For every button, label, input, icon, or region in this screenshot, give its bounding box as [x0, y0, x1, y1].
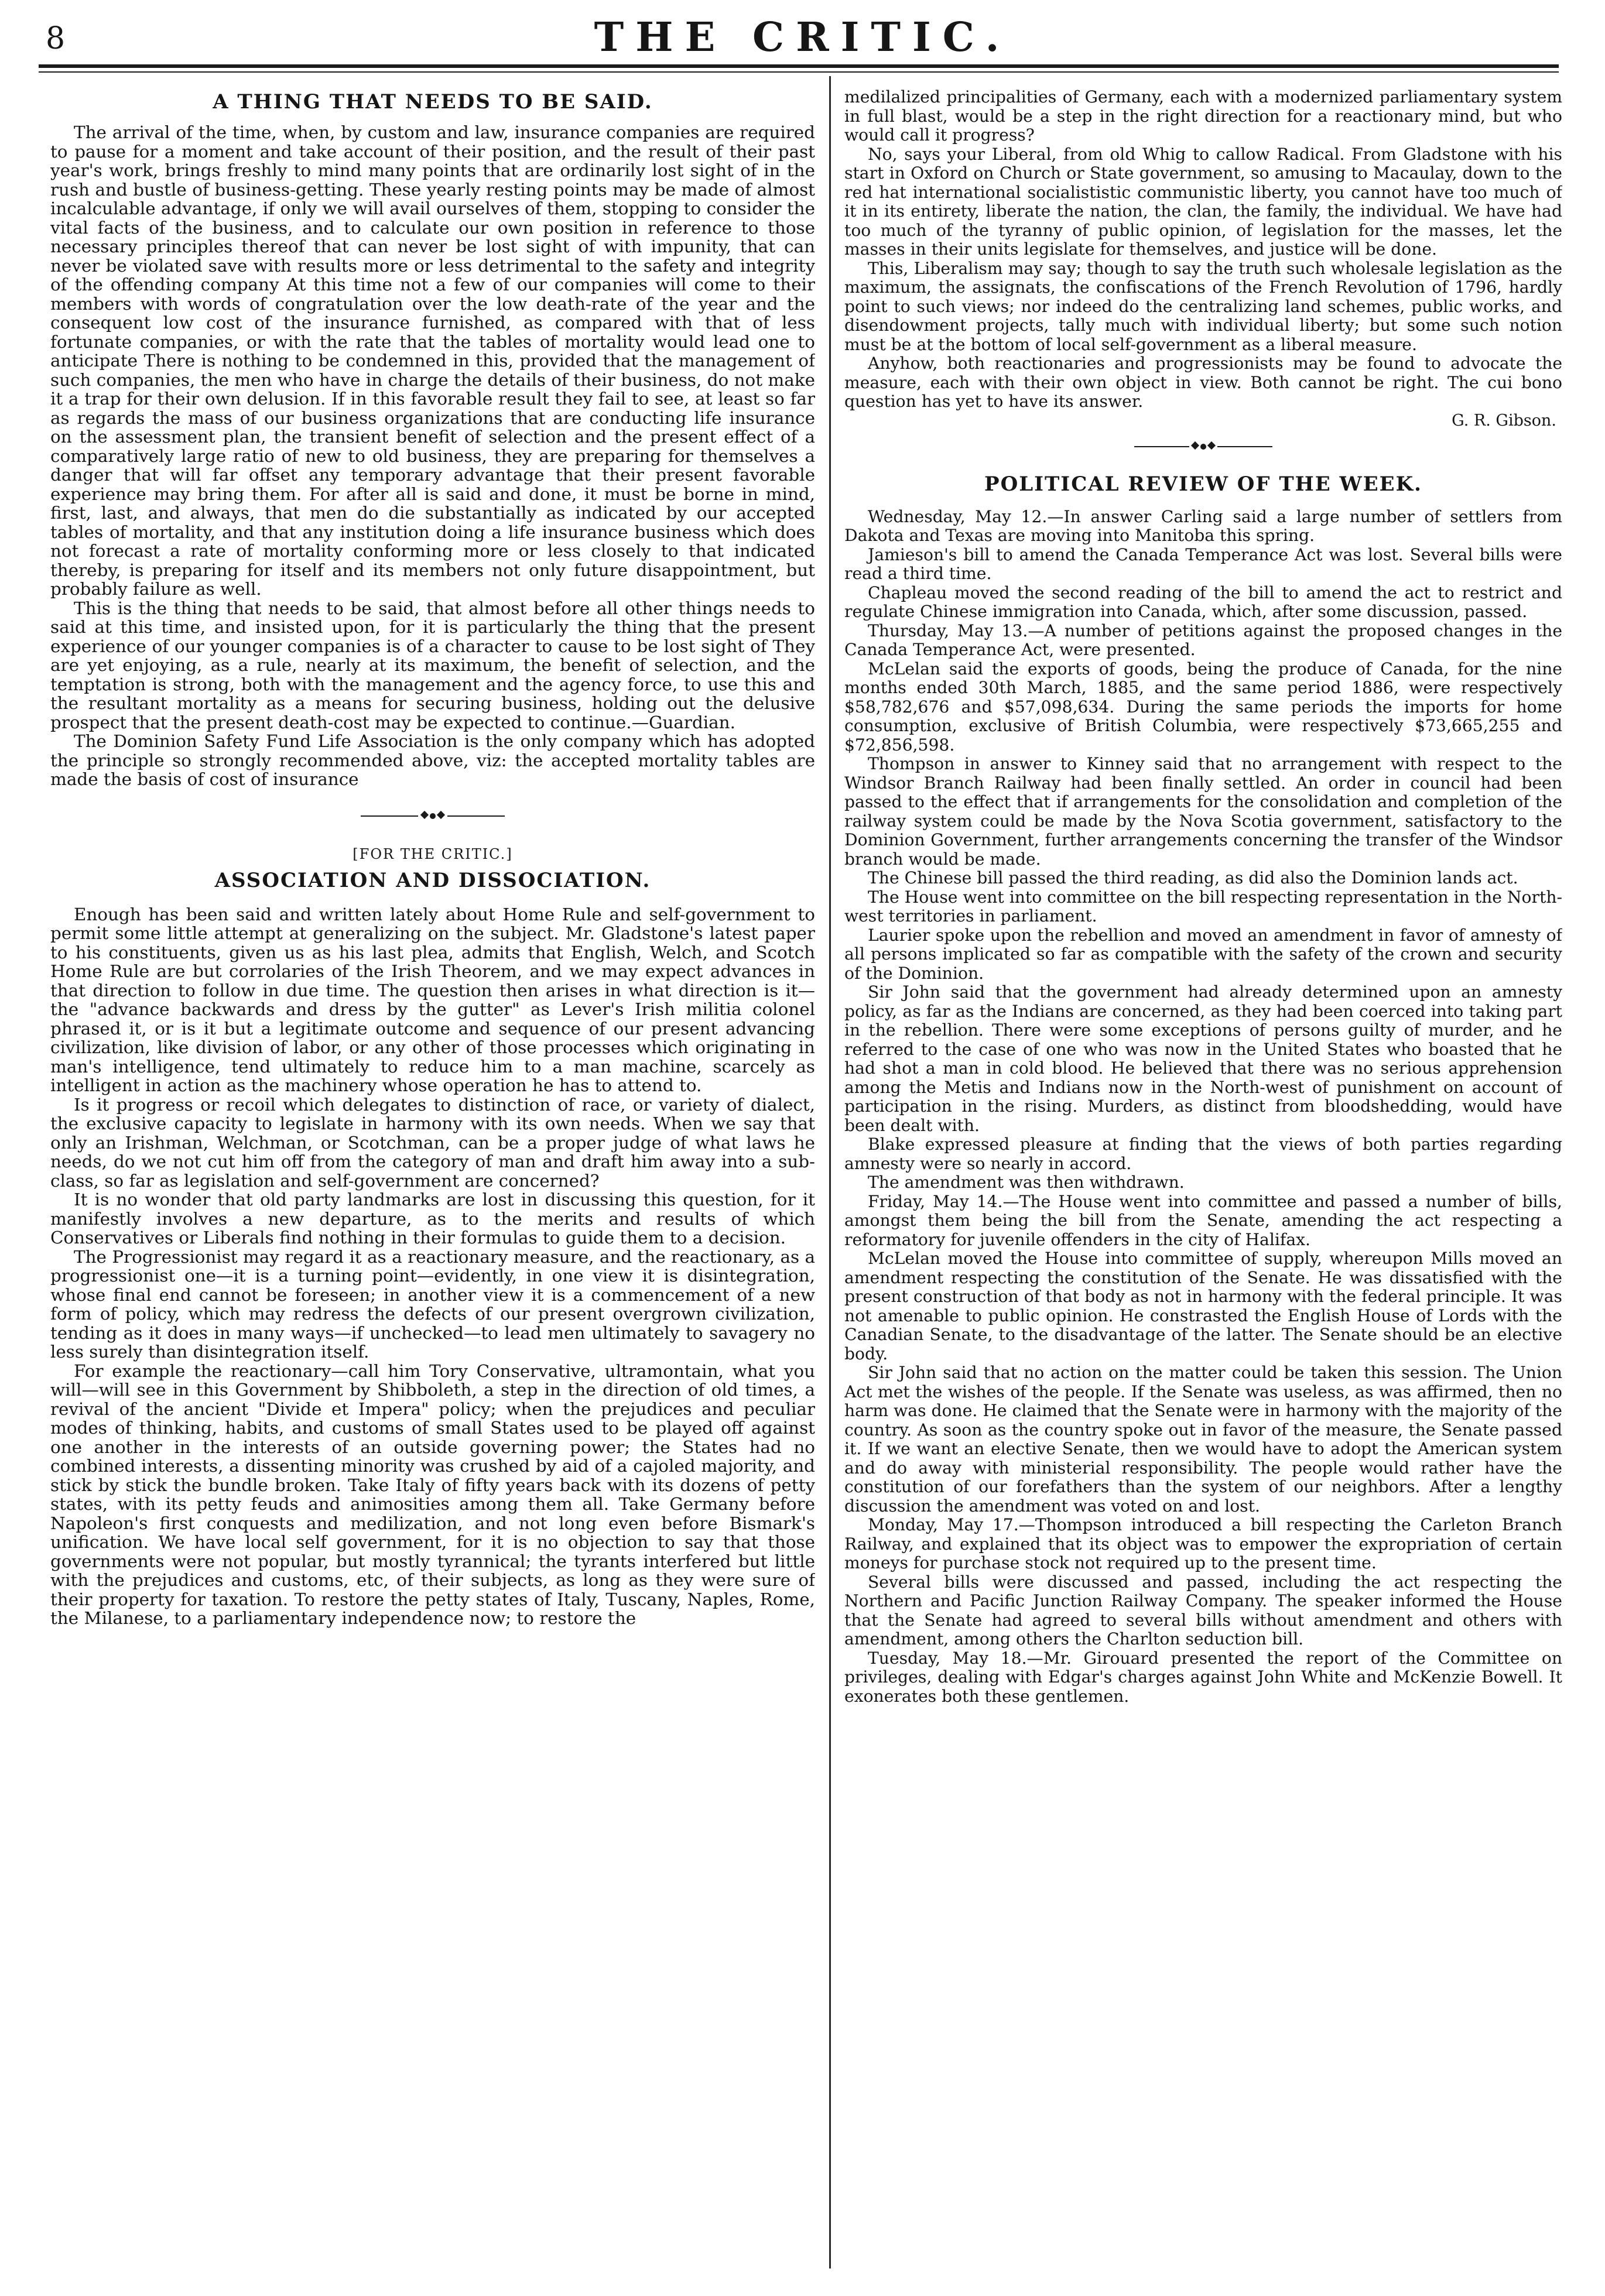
article-paragraph: Sir John said that the government had already determined upon an amnesty policy, as far as the Indians are concerned, as they had been coerced into taking part in the rebellion. There were some exceptions of persons guilty of murder, and he referred to the case of one who was now in the United States who boasted that he had shot a man in cold blood. He believed that there was no serious apprehension among the Metis and Indians now in the North-west of punishment on account of participation in the rising. Murders, as distinct from bloodshedding, would have been dealt with. — [844, 982, 1562, 1135]
article-thing-needs-said — [50, 90, 815, 789]
article-paragraph: This is the thing that needs to be said, that almost before all other things needs to said at this time, and insisted upon, for it is particularly the thing that the present experience of our younger companies is of a character to cause to be lost sight of They are yet enjoying, as a rule, nearly at its maximum, the benefit of selection, and the temptation is strong, both with the management and the agency force, to use this and the resultant mortality as a means for securing business, holding out the delusive prospect that the present death-cost may be expected to continue.—Guardian. — [50, 598, 815, 732]
article-paragraph: Enough has been said and written lately about Home Rule and self-government to permit some little attempt at generalizing on the subject. Mr. Gladstone's latest paper to his constituents, given us as his last plea, admits that English, Welch, and Scotch Home Rule are but corrolaries of the Irish Theorem, and we may expect advances in that direction to follow in due time. The question then arises in what direction is it—the "advance backwards and dress by the gutter" as Lever's Irish militia colonel phrased it, or is it but a legitimate outcome and sequence of our present advancing civilization, like division of labor, or any other of those processes which originating in man's intelligence, tend ultimately to reduce him to a man machine, scarcely as intelligent in action as the machinery whose operation he has to attend to. — [50, 904, 815, 1095]
article-association-continued — [844, 88, 1562, 430]
article-kicker: [FOR THE CRITIC.] — [353, 845, 513, 862]
article-association-dissociation — [50, 845, 815, 1628]
section-ornament — [361, 811, 505, 821]
article-paragraph: Chapleau moved the second reading of the bill to amend the act to restrict and regulate Chinese immigration into Canada, which, after some discussion, passed. — [844, 582, 1562, 621]
masthead-rule-thick — [39, 64, 1559, 68]
column-divider — [829, 76, 831, 2268]
masthead-title: THE CRITIC. — [594, 14, 1011, 61]
article-paragraph: Blake expressed pleasure at finding that the views of both parties regarding amnesty were so nearly in accord. — [844, 1135, 1562, 1173]
article-paragraph: It is no wonder that old party landmarks are lost in discussing this question, for it manifestly involves a new departure, as to the merits and results of which Conservatives or Liberals find nothing in their formulas to guide them to a decision. — [50, 1190, 815, 1248]
article-paragraph: medilalized principalities of Germany, each with a modernized parliamentary system in full blast, would be a step in the right direction for a reactionary mind, but who would call it progress? — [844, 88, 1562, 145]
article-paragraph: McLelan moved the House into committee of supply, whereupon Mills moved an amendment respecting the constitution of the Senate. He was dissatisfied with the present construction of that body as not in harmony with the federal principle. It was not amenable to public opinion. He constrasted the English House of Lords with the Canadian Senate, to the disadvantage of the latter. The Senate should be an elective body. — [844, 1249, 1562, 1363]
article-paragraph: The Chinese bill passed the third reading, as did also the Dominion lands act. — [868, 868, 1518, 887]
article-paragraph: Jamieson's bill to amend the Canada Temperance Act was lost. Several bills were read a third time. — [844, 544, 1562, 583]
article-paragraph: Monday, May 17.—Thompson introduced a bill respecting the Carleton Branch Railway, and explained that its object was to empower the expropriation of certain moneys for purchase stock not required up to the present time. — [844, 1515, 1562, 1572]
article-paragraph: Thompson in answer to Kinney said that no arrangement with respect to the Windsor Branch Railway had been finally settled. An order in council had been passed to the effect that if arrangements for the consolidation and completion of the railway system could be made by the Nova Scotia government, satisfactory to the Dominion Government, further arrangements concerning the transfer of the Windsor branch would be made. — [844, 754, 1562, 869]
article-paragraph: No, says your Liberal, from old Whig to callow Radical. From Gladstone with his start in Oxford on Church or State government, so amusing to Macaulay, down to the red hat international socialististic communistic liberty, you cannot have too much of it in its entirety, liberate the nation, the clan, the family, the individual. We have had too much of the tyranny of public opinion, of legislation for the masses, let the masses in their units legislate for themselves, and justice will be done. — [844, 144, 1562, 259]
article-paragraph: Several bills were discussed and passed, including the act respecting the Northern and Pacific Junction Railway Company. The speaker informed the House that the Senate had agreed to several bills without amendment and others with amendment, among others the Charlton seduction bill. — [844, 1572, 1562, 1649]
article-paragraph: Laurier spoke upon the rebellion and moved an amendment in favor of amnesty of all persons implicated so far as compatible with the safety of the crown and security of the Dominion. — [844, 925, 1562, 983]
masthead — [0, 0, 1605, 69]
page-number: 8 — [46, 21, 66, 56]
article-paragraph: Wednesday, May 12.—In answer Carling said a large number of settlers from Dakota and Texas are moving into Manitoba this spring. — [844, 506, 1562, 545]
article-paragraph: Tuesday, May 18.—Mr. Girouard presented the report of the Committee on privileges, dealing with Edgar's charges against John White and McKenzie Bowell. It exonerates both these gentlemen. — [844, 1648, 1562, 1706]
article-paragraph: Thursday, May 13.—A number of petitions against the proposed changes in the Canada Temperance Act, were presented. — [844, 621, 1562, 659]
article-paragraph: The arrival of the time, when, by custom and law, insurance companies are required to pause for a moment and take account of their position, and the result of their past year's work, brings freshly to mind many points that are ordinarily lost sight of in the rush and bustle of business-getting. These yearly resting points may be made of almost incalculable advantage, if only we will avail ourselves of them, stopping to consider the vital facts of the business, and to calculate our own position in reference to those necessary principles thereof that can never be lost sight of with impunity, that can never be violated save with results more or less detrimental to the safety and integrity of the offending company At this time not a few of our companies will come to their members with words of congratulation over the low death-rate of the year and the consequent low cost of the insurance furnished, as compared with that of less fortunate companies, or with the rate that the tables of mortality would lead one to anticipate There is nothing to be condemned in this, provided that the management of such companies, the men who have in charge the details of their business, do not make it a trap for their own delusion. If in this favorable result they fail to see, at least so far as regards the mass of our business organizations that are conducting life insurance on the assessment plan, the transient benefit of selection and the present effect of a comparatively large ratio of new to old business, they are preparing for themselves a danger that will far offset any temporary advantage that their present favorable experience may bring them. For after all is said and done, it must be borne in mind, first, last, and always, that men do die substantially as indicated by our accepted tables of mortality, and that any institution doing a life insurance business which does not forecast a rate of mortality conforming more or less closely to that indicated thereby, is preparing for itself and its members not only future disappointment, but probably failure as well. — [50, 122, 815, 599]
article-title: A THING THAT NEEDS TO BE SAID. — [213, 90, 653, 114]
section-ornament — [1134, 442, 1272, 451]
article-paragraph: This, Liberalism may say; though to say the truth such wholesale legislation as the maximum, the assignats, the confiscations of the French Revolution of 1796, hardly point to such views; nor indeed do the centralizing land schemes, public works, and disendowment projects, tally much with individual liberty; but some such notion must be at the bottom of local self-government as a liberal measure. — [844, 258, 1562, 354]
article-paragraph: Friday, May 14.—The House went into committee and passed a number of bills, amongst them being the bill from the Senate, amending the act respecting a reformatory for juvenile offenders in the city of Halifax. — [844, 1191, 1562, 1249]
author-signature: G. R. Gibson. — [1452, 411, 1556, 430]
article-paragraph: Is it progress or recoil which delegates to distinction of race, or variety of dialect, the exclusive capacity to legislate in harmony with its own needs. When we say that only an Irishman, Welchman, or Scotchman, can be a proper judge of what laws he needs, do we not cut him off from the category of man and draft him away into a sub-class, so far as legislation and self-government are concerned? — [50, 1094, 815, 1191]
article-paragraph: Sir John said that no action on the matter could be taken this session. The Union Act met the wishes of the people. If the Senate was useless, as was affirmed, then no harm was done. He claimed that the Senate were in harmony with the majority of the country. As soon as the country spoke out in favor of the measure, the Senate passed it. If we want an elective Senate, then we would have to adopt the American system and do away with ministerial responsibility. The people would rather have the constitution of our forefathers than the system of our neighbors. After a lengthy discussion the amendment was voted on and lost. — [844, 1363, 1562, 1516]
article-paragraph: The Progressionist may regard it as a reactionary measure, and the reactionary, as a progressionist one—it is a turning point—evidently, in one view it is disintegration, whose final end cannot be foreseen; in another view it is a commencement of a new form of policy, which may redress the defects of our present overgrown civilization, tending as it does in many ways—if unchecked—to lead men ultimately to savagery no less surely than disintegration itself. — [50, 1246, 815, 1362]
article-paragraph: The House went into committee on the bill respecting representation in the North-west territories in parliament. — [844, 887, 1562, 926]
masthead-rule-thin — [39, 71, 1559, 73]
article-title: ASSOCIATION AND DISSOCIATION. — [214, 868, 651, 892]
article-paragraph: For example the reactionary—call him Tory Conservative, ultramontain, what you will—will see in this Government by Shibboleth, a step in the direction of old times, a revival of the ancient "Divide et Impera" policy; when the prejudices and peculiar modes of thinking, habits, and customs of small States used to be played off against one another in the interests of an outside governing power; the States had no combined interests, a dissenting minority was crushed by aid of a cajoled majority, and stick by stick the bundle broken. Take Italy of fifty years back with its dozens of petty states, with its petty feuds and animosities among them all. Take Germany before Napoleon's first conquests and medilization, and not long even before Bismark's unification. We have local self government, for it is no objection to say that those governments were not popular, but mostly tyrannical; the tyrants interfered but little with the prejudices and customs, etc, of their subjects, as long as they were sure of their property for taxation. To restore the petty states of Italy, Tuscany, Naples, Rome, the Milanese, to a parliamentary independence now; to restore the — [50, 1361, 815, 1628]
left-column — [50, 88, 815, 2277]
article-political-review — [844, 472, 1562, 1706]
article-paragraph: Anyhow, both reactionaries and progressionists may be found to advocate the measure, each with their own object in view. Both cannot be right. The cui bono question has yet to have its answer. — [844, 354, 1562, 411]
article-paragraph: McLelan said the exports of goods, being the produce of Canada, for the nine months ended 30th March, 1885, and the same period 1886, were respectively $58,782,676 and $57,098,634. During the same periods the imports for home consumption, exclusive of British Columbia, were respectively $73,665,255 and $72,856,598. — [844, 659, 1562, 755]
article-paragraph: The amendment was then withdrawn. — [868, 1173, 1185, 1192]
right-column — [844, 88, 1562, 2277]
article-paragraph: The Dominion Safety Fund Life Association is the only company which has adopted the principle so strongly recommended above, viz: the accepted mortality tables are made the basis of cost of insurance — [50, 731, 815, 789]
article-title: POLITICAL REVIEW OF THE WEEK. — [984, 472, 1422, 496]
